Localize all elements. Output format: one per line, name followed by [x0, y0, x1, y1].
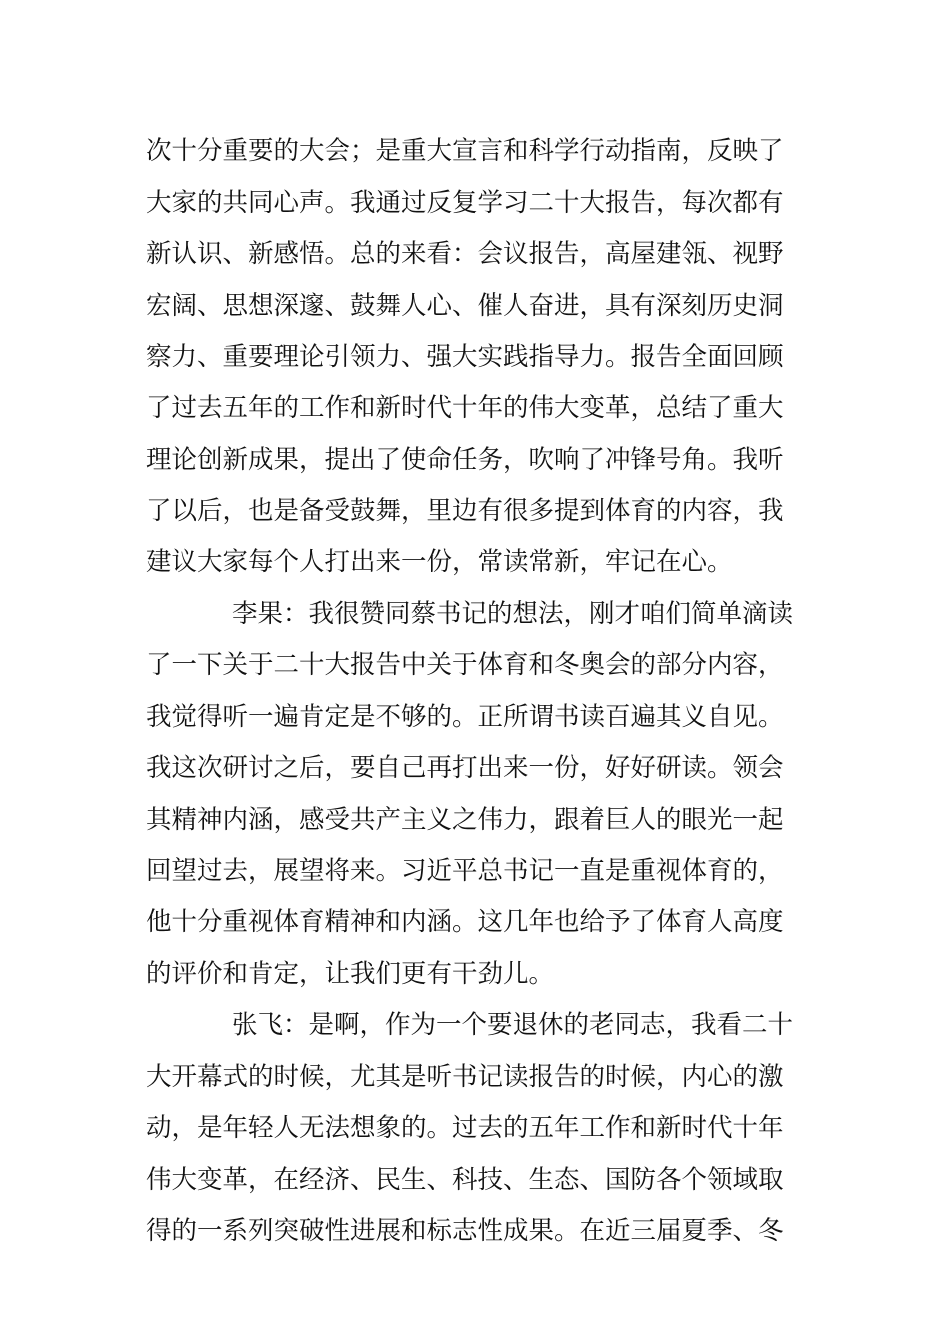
text-line: 察力、重要理论引领力、强大实践指导力。报告全面回顾 — [146, 342, 784, 372]
text-line: 了以后，也是备受鼓舞，里边有很多提到体育的内容，我 — [146, 496, 784, 526]
paragraph-start: 张飞：是啊，作为一个要退休的老同志，我看二十 — [232, 1010, 794, 1040]
paragraph-start: 李果：我很赞同蔡书记的想法，刚才咱们简单滴读 — [232, 599, 794, 629]
text-line: 伟大变革，在经济、民生、科技、生态、国防各个领域取 — [146, 1165, 784, 1195]
text-line: 他十分重视体育精神和内涵。这几年也给予了体育人高度 — [146, 907, 784, 937]
text-line: 大开幕式的时候，尤其是听书记读报告的时候，内心的激 — [146, 1062, 784, 1092]
text-line: 了一下关于二十大报告中关于体育和冬奥会的部分内容， — [146, 650, 784, 680]
text-line: 了过去五年的工作和新时代十年的伟大变革，总结了重大 — [146, 393, 784, 423]
text-line: 的评价和肯定，让我们更有干劲儿。 — [146, 959, 555, 989]
text-line: 次十分重要的大会；是重大宣言和科学行动指南，反映了 — [146, 136, 784, 166]
text-line: 动，是年轻人无法想象的。过去的五年工作和新时代十年 — [146, 1113, 784, 1143]
text-line: 其精神内涵，感受共产主义之伟力，跟着巨人的眼光一起 — [146, 805, 784, 835]
text-line: 宏阔、思想深邃、鼓舞人心、催人奋进，具有深刻历史洞 — [146, 291, 784, 321]
text-line: 建议大家每个人打出来一份，常读常新，牢记在心。 — [146, 547, 733, 577]
text-line: 大家的共同心声。我通过反复学习二十大报告，每次都有 — [146, 188, 784, 218]
text-line: 理论创新成果，提出了使命任务，吹响了冲锋号角。我听 — [146, 445, 784, 475]
text-line: 得的一系列突破性进展和标志性成果。在近三届夏季、冬 — [146, 1216, 784, 1246]
text-line: 我这次研讨之后，要自己再打出来一份，好好研读。领会 — [146, 753, 784, 783]
text-line: 回望过去，展望将来。习近平总书记一直是重视体育的， — [146, 856, 784, 886]
text-line: 新认识、新感悟。总的来看：会议报告，高屋建瓴、视野 — [146, 239, 784, 269]
text-line: 我觉得听一遍肯定是不够的。正所谓书读百遍其义自见。 — [146, 702, 784, 732]
